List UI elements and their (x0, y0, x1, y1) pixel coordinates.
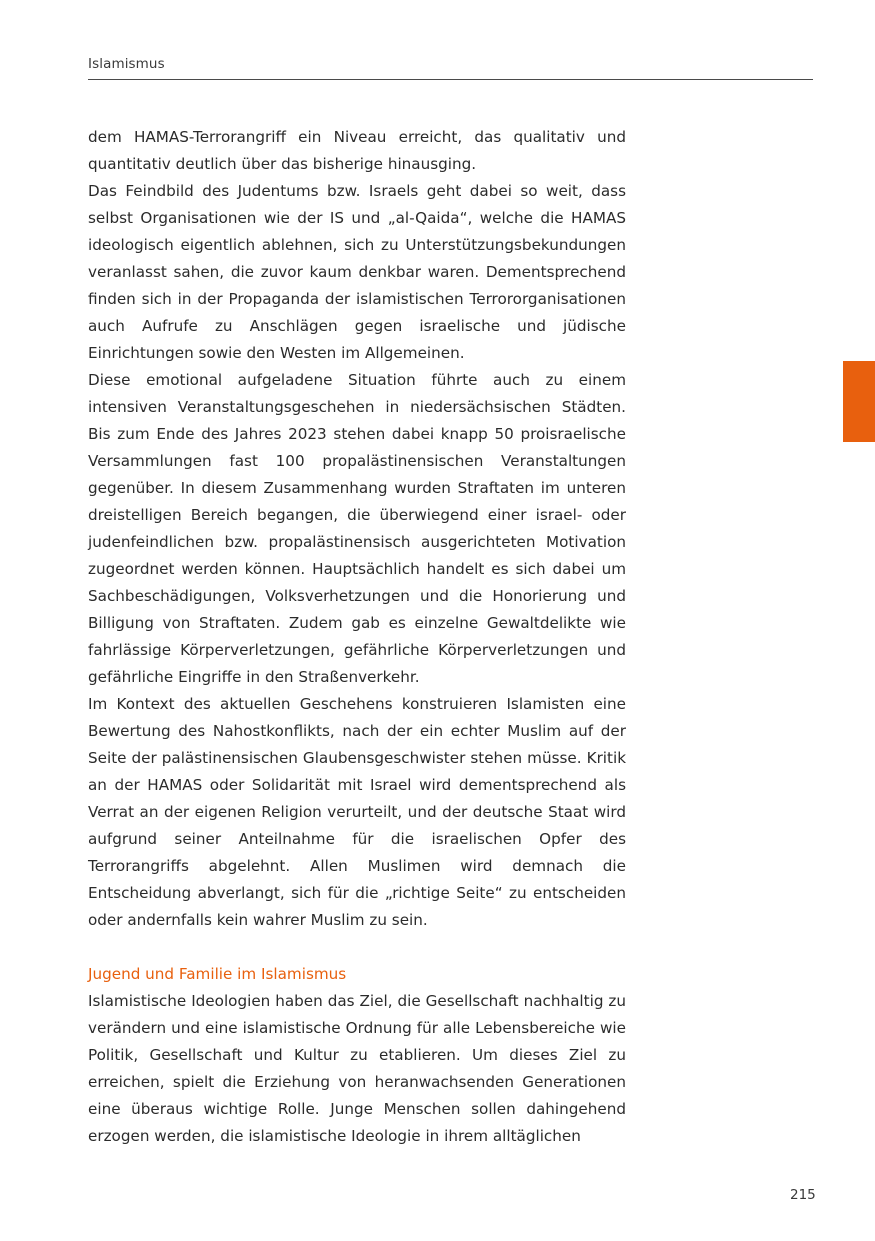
body-text (88, 124, 626, 1150)
page-number: 215 (790, 1187, 816, 1203)
section-paragraph: Islamistische Ideologien haben das Ziel, die Gesellschaft nachhaltig zu verändern und eine islamistische Ordnung für alle Lebensbereiche wie Politik, Gesellschaft und Kultur zu etablieren. Um dieses Ziel zu erreichen, spielt die Erziehung von heranwachsenden Generationen eine überaus wichtige Rolle. Junge Menschen sollen dahingehend erzogen werden, die islamistische Ideologie in ihrem alltäglichen (88, 992, 626, 1145)
paragraph-1: dem HAMAS-Terrorangriff ein Niveau erreicht, das qualitativ und quantitativ deutlich über das bisherige hinausging. (88, 128, 626, 173)
paragraph-4: Im Kontext des aktuellen Geschehens konstruieren Islamisten eine Bewertung des Nahostkonflikts, nach der ein echter Muslim auf der Seite der palästinensischen Glaubensgeschwister stehen müsse. Kritik an der HAMAS oder Solidarität mit Israel wird dementsprechend als Verrat an der eigenen Religion verurteilt, und der deutsche Staat wird aufgrund seiner Anteilnahme für die israelischen Opfer des Terrorangriffs abgelehnt. Allen Muslimen wird demnach die Entscheidung abverlangt, sich für die „richtige Seite“ zu entscheiden oder andernfalls kein wahrer Muslim zu sein. (88, 695, 626, 929)
section-heading: Jugend und Familie im Islamismus (88, 965, 347, 983)
chapter-tab-marker (843, 361, 875, 442)
paragraph-3: Diese emotional aufgeladene Situation führte auch zu einem intensiven Veranstaltungsgeschehen in niedersächsischen Städten. Bis zum Ende des Jahres 2023 stehen dabei knapp 50 proisraelische Versammlungen fast 100 propalästinensischen Veranstaltungen gegenüber. In diesem Zusammenhang wurden Straftaten im unteren dreistelligen Bereich begangen, die überwiegend einer israel- oder judenfeindlichen bzw. propalästinensisch ausgerichteten Motivation zugeordnet werden können. Hauptsächlich handelt es sich dabei um Sachbeschädigungen, Volksverhetzungen und die Honorierung und Billigung von Straftaten. Zudem gab es einzelne Gewaltdelikte wie fahrlässige Körperverletzungen, gefährliche Körperverletzungen und gefährliche Eingriffe in den Straßenverkehr. (88, 371, 626, 686)
header-rule (88, 79, 813, 80)
paragraph-2: Das Feindbild des Judentums bzw. Israels geht dabei so weit, dass selbst Organisationen wie der IS und „al-Qaida“, welche die HAMAS ideologisch eigentlich ablehnen, sich zu Unterstützungsbekundungen veranlasst sahen, die zuvor kaum denkbar waren. Dementsprechend finden sich in der Propaganda der islamistischen Terrororganisationen auch Aufrufe zu Anschlägen gegen israelische und jüdische Einrichtungen sowie den Westen im Allgemeinen. (88, 182, 626, 362)
running-header: Islamismus (88, 56, 165, 72)
